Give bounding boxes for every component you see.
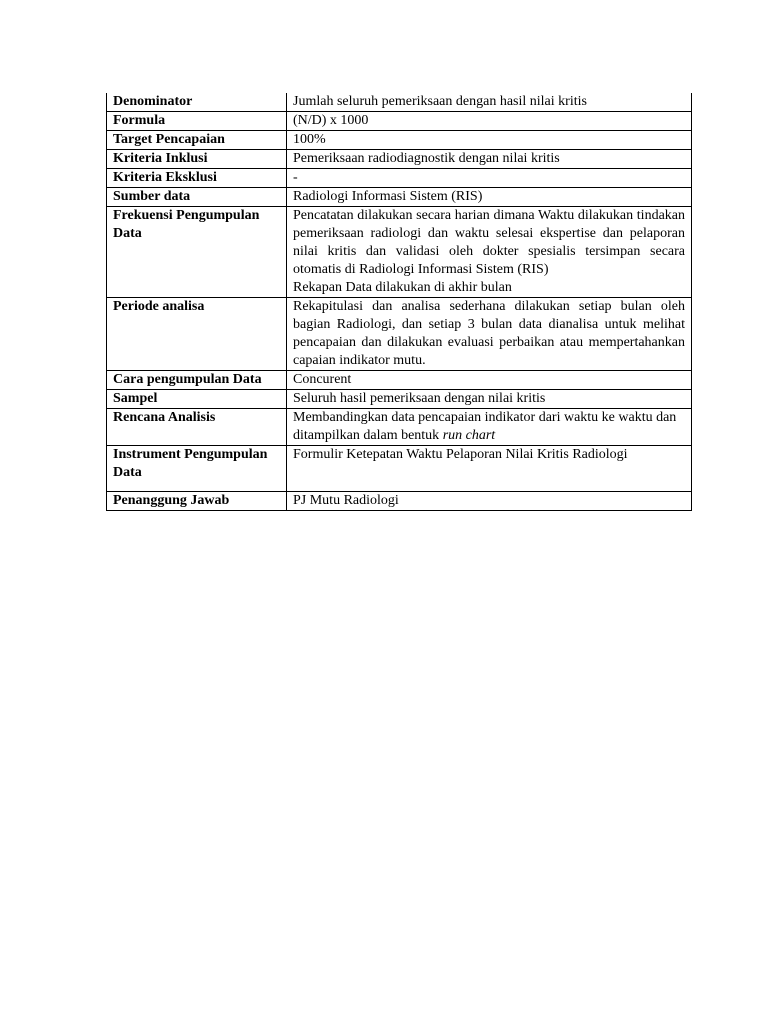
row-value-inclusion: Pemeriksaan radiodiagnostik dengan nilai kritis xyxy=(287,150,692,169)
analysis-plan-text: Membandingkan data pencapaian indikator dari waktu ke waktu dan ditampilkan dalam bentuk xyxy=(293,410,677,443)
row-value-analysis-plan xyxy=(287,409,692,446)
row-value-sample: Seluruh hasil pemeriksaan dengan nilai kritis xyxy=(287,390,692,409)
table-row xyxy=(107,371,692,390)
table-row xyxy=(107,131,692,150)
table-row xyxy=(107,150,692,169)
table-row xyxy=(107,112,692,131)
table-row xyxy=(107,188,692,207)
row-label-person-in-charge: Penanggung Jawab xyxy=(107,492,287,511)
row-value-collection-instrument: Formulir Ketepatan Waktu Pelaporan Nilai Kritis Radiologi xyxy=(287,446,692,492)
row-label-formula: Formula xyxy=(107,112,287,131)
table-row xyxy=(107,492,692,511)
collection-frequency-recap: Rekapan Data dilakukan di akhir bulan xyxy=(293,280,512,295)
table-row xyxy=(107,409,692,446)
row-label-exclusion: Kriteria Eksklusi xyxy=(107,169,287,188)
row-value-data-source: Radiologi Informasi Sistem (RIS) xyxy=(287,188,692,207)
row-label-collection-frequency: Frekuensi Pengumpulan Data xyxy=(107,207,287,298)
row-label-analysis-plan: Rencana Analisis xyxy=(107,409,287,446)
row-label-data-source: Sumber data xyxy=(107,188,287,207)
table-row xyxy=(107,298,692,371)
row-label-collection-method: Cara pengumpulan Data xyxy=(107,371,287,390)
table-row xyxy=(107,446,692,492)
table-row xyxy=(107,390,692,409)
row-label-sample: Sampel xyxy=(107,390,287,409)
row-label-analysis-period: Periode analisa xyxy=(107,298,287,371)
row-value-collection-frequency xyxy=(287,207,692,298)
table-row xyxy=(107,93,692,112)
indicator-profile-table xyxy=(106,93,692,511)
row-value-collection-method: Concurent xyxy=(287,371,692,390)
row-value-exclusion: - xyxy=(287,169,692,188)
row-value-formula: (N/D) x 1000 xyxy=(287,112,692,131)
row-value-denominator: Jumlah seluruh pemeriksaan dengan hasil nilai kritis xyxy=(287,93,692,112)
collection-frequency-text: Pencatatan dilakukan secara harian dimana Waktu dilakukan tindakan pemeriksaan radiologi dan waktu selesai ekspertise dan pelaporan nilai kritis dan validasi oleh dokter spesialis tersimpan secara otomatis di Radiologi Informasi Sistem (RIS) xyxy=(293,208,685,277)
table-row xyxy=(107,207,692,298)
row-label-inclusion: Kriteria Inklusi xyxy=(107,150,287,169)
table-row xyxy=(107,169,692,188)
row-value-analysis-period: Rekapitulasi dan analisa sederhana dilakukan setiap bulan oleh bagian Radiologi, dan setiap 3 bulan data dianalisa untuk melihat pencapaian dan dilakukan evaluasi perbaikan atau mempertahankan capaian indikator mutu. xyxy=(287,298,692,371)
row-label-collection-instrument: Instrument Pengumpulan Data xyxy=(107,446,287,492)
row-label-target: Target Pencapaian xyxy=(107,131,287,150)
row-value-target: 100% xyxy=(287,131,692,150)
analysis-plan-chart-type: run chart xyxy=(442,428,496,443)
row-label-denominator: Denominator xyxy=(107,93,287,112)
row-value-person-in-charge: PJ Mutu Radiologi xyxy=(287,492,692,511)
